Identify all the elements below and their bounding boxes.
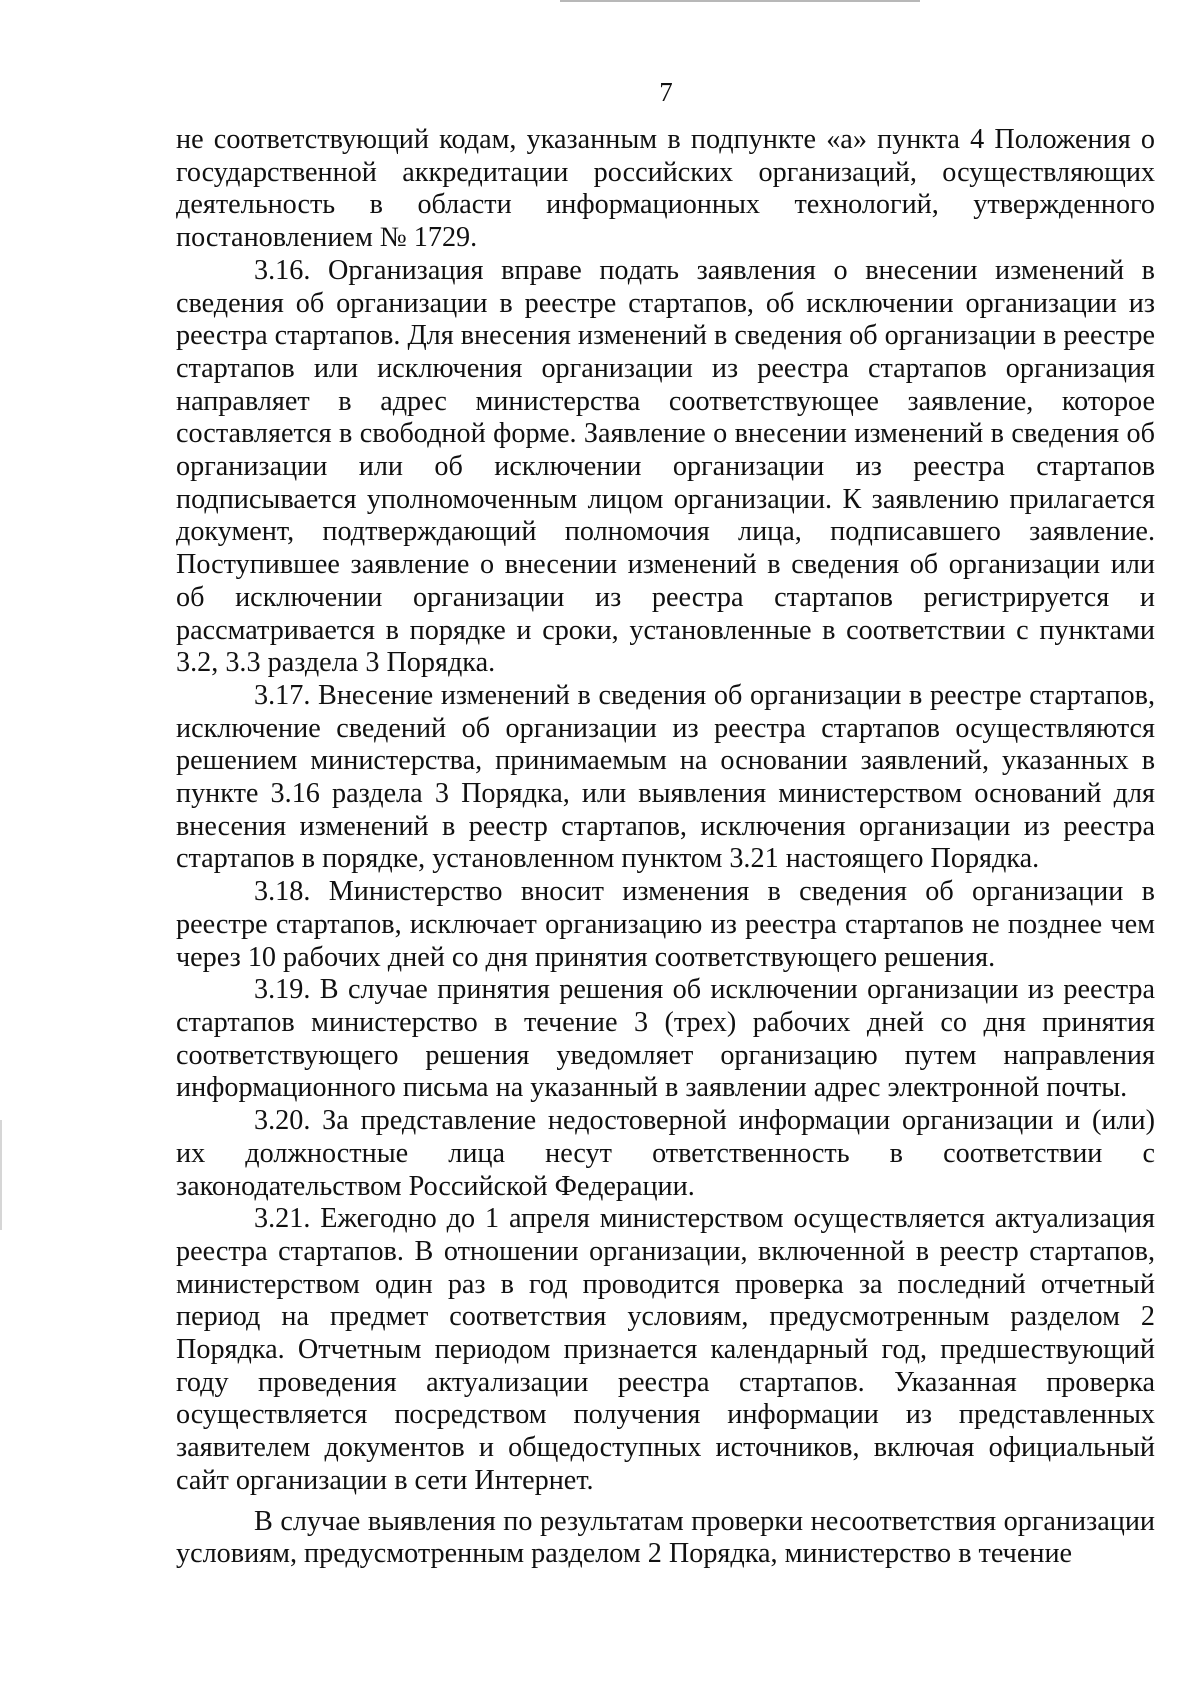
- paragraph-3-20: 3.20. За представление недостоверной информации организации и (или) их должностные лица несут ответственность в соответствии с законодательством Российской Федерации.: [176, 1105, 1155, 1202]
- page-number: 7: [659, 77, 673, 107]
- paragraph-3-21: 3.21. Ежегодно до 1 апреля министерством осуществляется актуализация реестра стартапов. В отношении организации, включенной в реестр стартапов, министерством один раз в год проводится проверка за последний отчетный период на предмет соответствия условиям, предусмотренным разделом 2 Порядка. Отчетным периодом признается календарный год, предшествующий году проведения актуализации реестра стартапов. Указанная проверка осуществляется посредством получения информации из представленных заявителем документов и общедоступных источников, включая официальный сайт организации в сети Интернет.: [176, 1203, 1155, 1496]
- paragraph-3-21-continuation: В случае выявления по результатам проверки несоответствия организации условиям, предусмотренным разделом 2 Порядка, министерство в течение: [176, 1505, 1155, 1570]
- document-body: [176, 124, 1155, 1571]
- scan-artifact-top-line: [560, 0, 920, 2]
- paragraph-3-19: 3.19. В случае принятия решения об исключении организации из реестра стартапов министерство в течение 3 (трех) рабочих дней со дня принятия соответствующего решения уведомляет организацию путем направления информационного письма на указанный в заявлении адрес электронной почты.: [176, 974, 1155, 1104]
- paragraph-3-17: 3.17. Внесение изменений в сведения об организации в реестре стартапов, исключение сведений об организации из реестра стартапов осуществляются решением министерства, принимаемым на основании заявлений, указанных в пункте 3.16 раздела 3 Порядка, или выявления министерством оснований для внесения изменений в реестр стартапов, исключения организации из реестра стартапов в порядке, установленном пунктом 3.21 настоящего Порядка.: [176, 679, 1155, 875]
- paragraph-continuation: не соответствующий кодам, указанным в подпункте «а» пункта 4 Положения о государственной аккредитации российских организаций, осуществляющих деятельность в области информационных технологий, утвержденного постановлением № 1729.: [176, 124, 1155, 254]
- paragraph-3-18: 3.18. Министерство вносит изменения в сведения об организации в реестре стартапов, исключает организацию из реестра стартапов не позднее чем через 10 рабочих дней со дня принятия соответствующего решения.: [176, 876, 1155, 973]
- paragraph-3-16: 3.16. Организация вправе подать заявления о внесении изменений в сведения об организации в реестре стартапов, об исключении организации из реестра стартапов. Для внесения изменений в сведения об организации в реестре стартапов или исключения организации из реестра стартапов организация направляет в адрес министерства соответствующее заявление, которое составляется в свободной форме. Заявление о внесении изменений в сведения об организации или об исключении организации из реестра стартапов подписывается уполномоченным лицом организации. К заявлению прилагается документ, подтверждающий полномочия лица, подписавшего заявление. Поступившее заявление о внесении изменений в сведения об организации или об исключении организации из реестра стартапов регистрируется и рассматривается в порядке и сроки, установленные в соответствии с пунктами 3.2, 3.3 раздела 3 Порядка.: [176, 254, 1155, 679]
- scan-artifact-left-edge: [0, 1120, 2, 1230]
